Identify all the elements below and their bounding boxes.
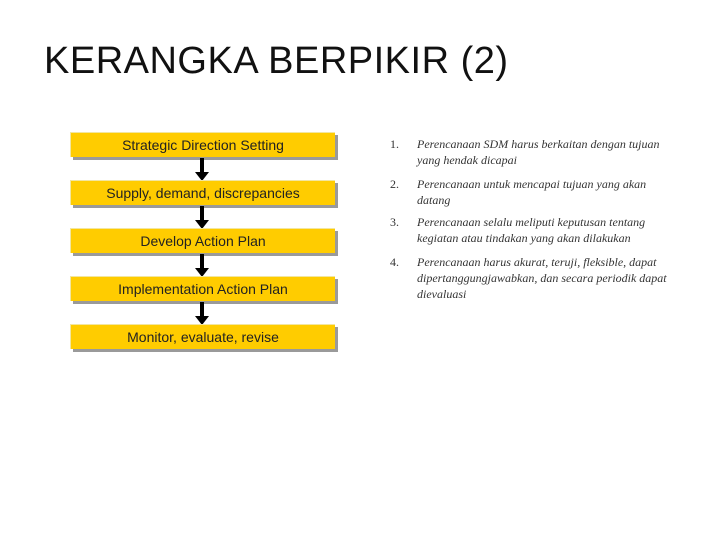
list-text: Perencanaan harus akurat, teruji, fleksible, dapat dipertanggungjawabkan, dan secara periodik dapat dievaluasi xyxy=(417,255,667,301)
arrow-down-icon xyxy=(200,302,204,318)
step-supply-demand: Supply, demand, discrepancies xyxy=(70,180,335,205)
list-text: Perencanaan untuk mencapai tujuan yang akan datang xyxy=(417,177,647,207)
step-monitor-evaluate: Monitor, evaluate, revise xyxy=(70,324,335,349)
list-text: Perencanaan selalu meliputi keputusan tentang kegiatan atau tindakan yang akan dilakukan xyxy=(417,215,646,245)
list-text: Perencanaan SDM harus berkaitan dengan tujuan yang hendak dicapai xyxy=(417,137,660,167)
step-strategic-direction: Strategic Direction Setting xyxy=(70,132,335,157)
list-number: 2. xyxy=(390,177,399,191)
process-flowchart xyxy=(70,130,340,360)
step-implementation: Implementation Action Plan xyxy=(70,276,335,301)
slide-title: KERANGKA BERPIKIR (2) xyxy=(44,40,509,82)
arrow-down-icon xyxy=(200,158,204,174)
step-develop-action-plan: Develop Action Plan xyxy=(70,228,335,253)
arrow-down-icon xyxy=(200,206,204,222)
list-number: 3. xyxy=(390,215,399,229)
arrow-down-icon xyxy=(200,254,204,270)
list-number: 1. xyxy=(390,137,399,151)
list-number: 4. xyxy=(390,255,399,269)
